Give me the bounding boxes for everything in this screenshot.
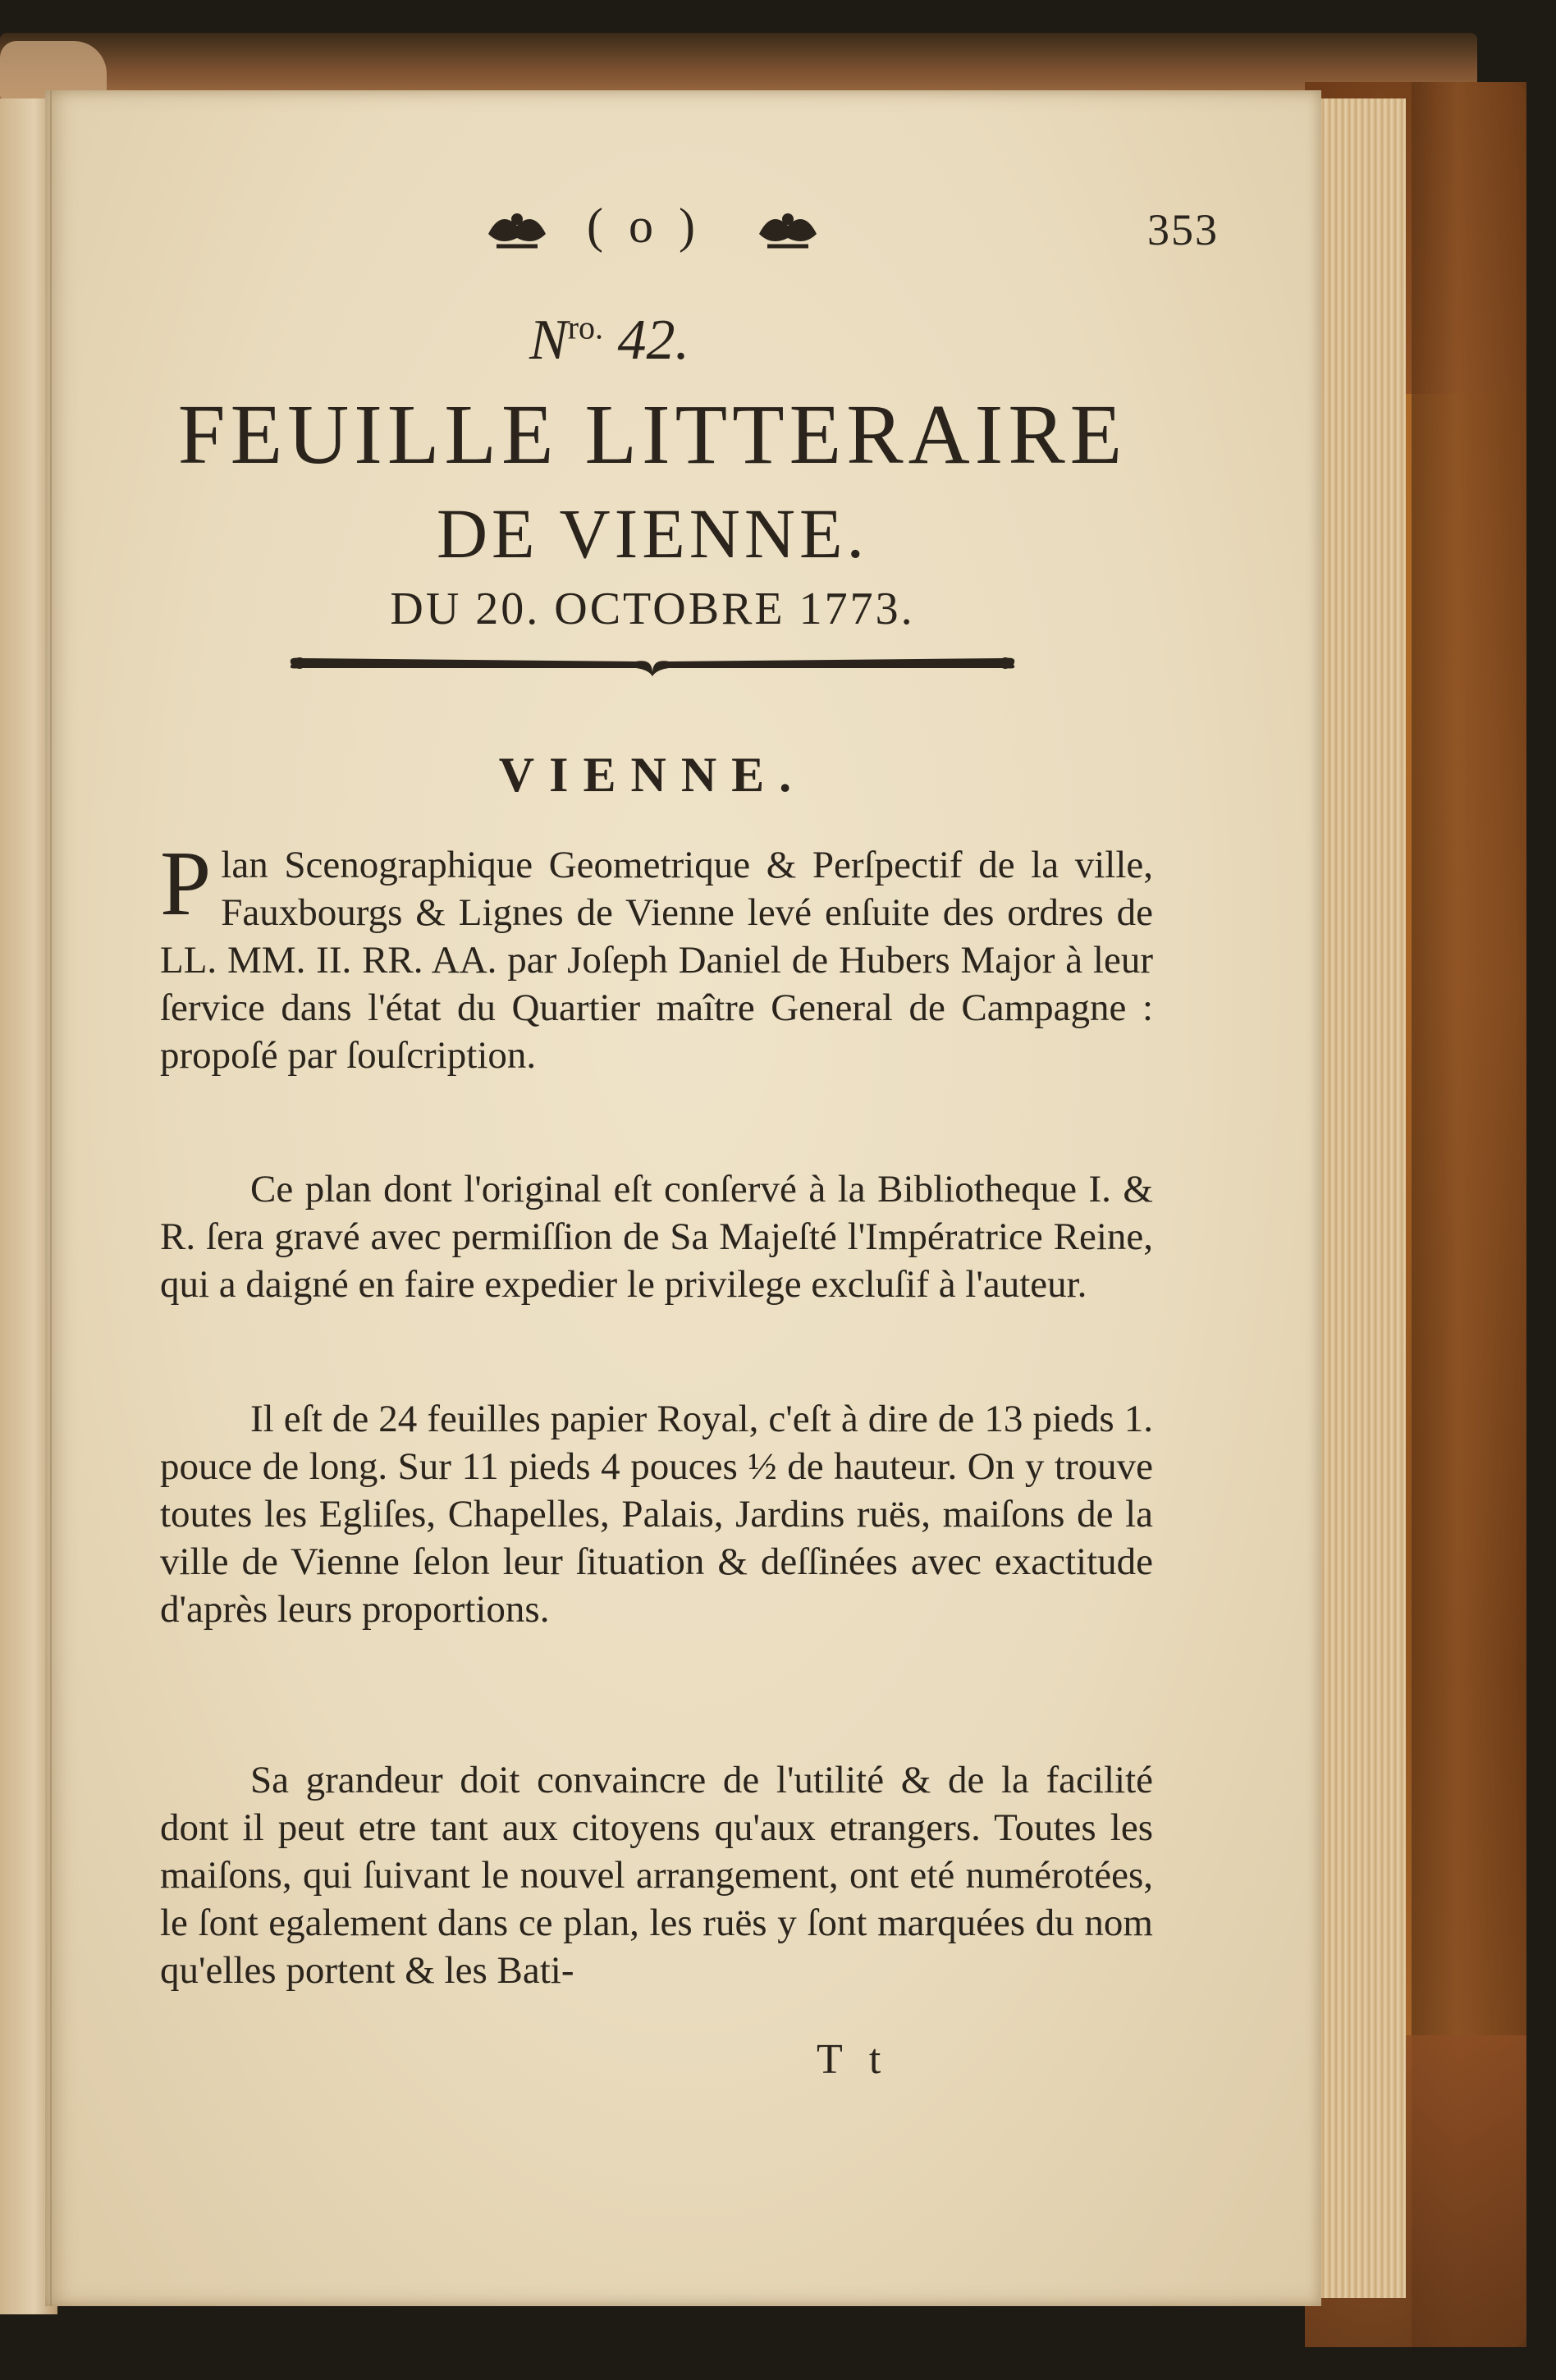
running-header [390, 201, 1219, 267]
paragraph-4: Sa grandeur doit convaincre de l'utilité & de la facilité dont il peut etre tant aux citoyens qu'aux etrangers. Toutes les maiſons, qui ſuivant le nouvel arrangement, ont eté numérotées, le ſont egalement dans ce plan, les ruës y ſont marquées du nom qu'elles portent & les Bati- [160, 1759, 1153, 1992]
fleuron-right-icon [751, 201, 825, 259]
masthead-date: DU 20. OCTOBRE 1773. [390, 584, 915, 634]
masthead-title: FEUILLE LITTERAIRE [177, 387, 1128, 482]
paragraph-1-text: lan Scenographique Geometrique & Perſpectif de la ville, Fauxbourgs & Lignes de Vienne levé enſuite des ordres de LL. MM. II. RR. AA. par Joſeph Daniel de Hubers Major à leur ſervice dans l'état du Quartier maître General de Campagne : propoſé par ſouſcription. [160, 844, 1153, 1077]
paragraph-2: Ce plan dont l'original eſt conſervé à la Bibliotheque I. & R. ſera gravé avec permiſſion de Sa Majeſté l'Impératrice Reine, qui a daigné en faire expedier le privilege excluſif à l'auteur. [160, 1168, 1153, 1306]
fleuron-left-icon [480, 201, 554, 259]
issue-prefix: N [529, 309, 568, 372]
issue-number [529, 308, 689, 373]
issue-value: 42. [617, 309, 690, 372]
printed-page [45, 90, 1321, 2306]
paragraph-1 [160, 833, 1153, 1079]
ornamental-rule [283, 640, 1022, 689]
gutter [50, 90, 52, 2306]
book [0, 33, 1556, 2355]
paragraph-3: Il eſt de 24 feuilles papier Royal, c'eſt à dire de 13 pieds 1. pouce de long. Sur 11 pieds 4 pouces ½ de hauteur. On y trouve toutes les Egliſes, Chapelles, Palais, Jardins ruës, maiſons de la ville de Vienne ſelon leur ſituation & deſſinées avec exactitude d'après leurs proportions. [160, 1398, 1153, 1631]
drop-cap: P [160, 833, 212, 935]
masthead-subtitle: DE VIENNE. [436, 494, 869, 573]
cover-band [1412, 82, 1526, 2347]
section-heading: VIENNE. [498, 748, 807, 802]
issue-sup: ro. [567, 309, 604, 346]
page-number: 353 [1147, 205, 1219, 254]
header-paren-marker: ( o ) [587, 199, 702, 253]
signature-mark: T t [817, 2036, 890, 2083]
